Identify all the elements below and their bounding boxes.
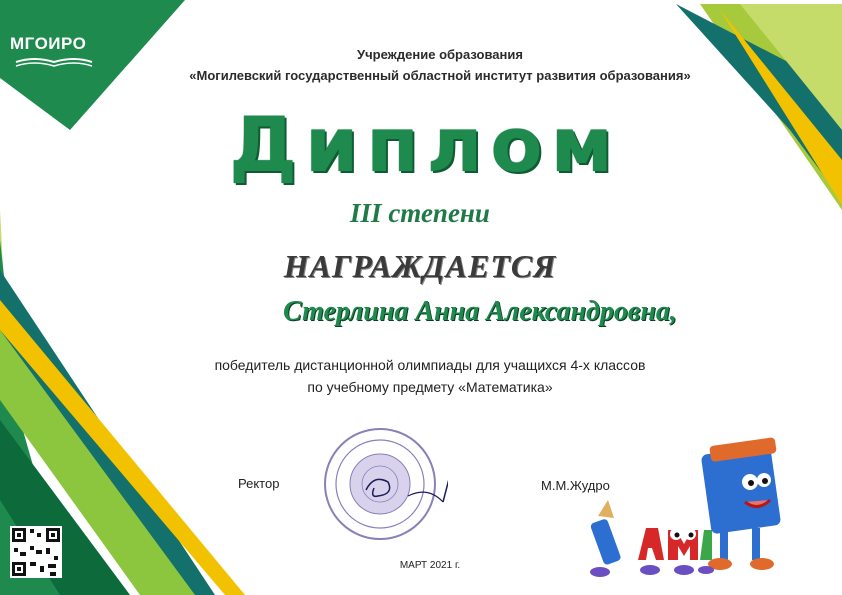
signatory-title: Ректор — [238, 476, 280, 491]
award-description — [140, 354, 720, 398]
issue-date: МАРТ 2021 г. — [399, 560, 461, 571]
stamp-seal-icon — [318, 424, 448, 544]
qr-code-icon — [10, 526, 62, 578]
degree-label: III степени — [350, 198, 490, 228]
description-line-1: победитель дистанционной олимпиады для учащихся 4-х классов — [214, 357, 646, 373]
institution-line-2: «Могилевский государственный областной институт развития образования» — [189, 68, 691, 83]
awarded-label: НАГРАЖДАЕТСЯ — [283, 248, 557, 284]
institution-header — [140, 44, 740, 86]
book-logo-icon — [14, 54, 94, 68]
institution-line-1: Учреждение образования — [357, 47, 523, 62]
description-line-2: по учебному предмету «Математика» — [307, 379, 553, 395]
signatory-name: М.М.Жудро — [541, 478, 610, 493]
logo-text: МГОИРО — [10, 34, 87, 53]
mascot-illustration-icon — [580, 420, 820, 590]
diploma-title: Диплом — [229, 100, 621, 189]
recipient-name: Стерлина Анна Александровна, — [283, 296, 677, 327]
